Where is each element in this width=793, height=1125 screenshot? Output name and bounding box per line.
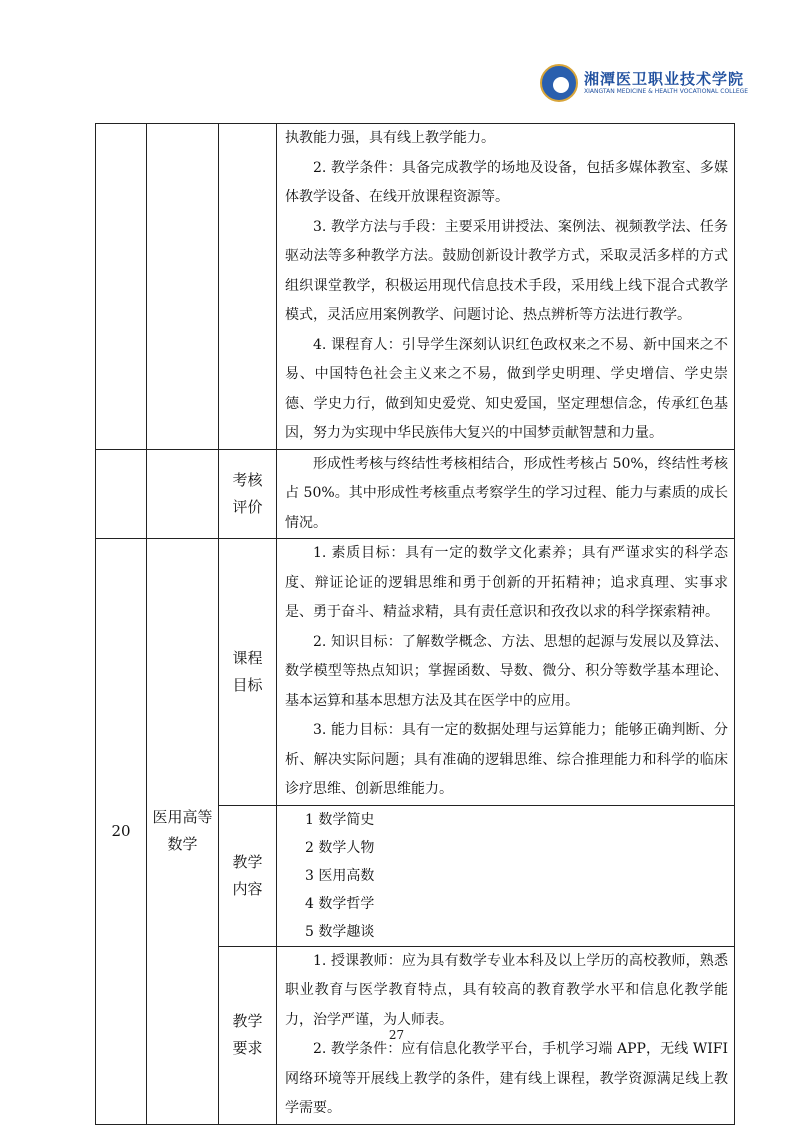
label-line: 评价 — [232, 497, 263, 516]
course-number: 20 — [96, 539, 147, 1125]
course-cell-empty — [147, 124, 219, 450]
paragraph: 执教能力强，具有线上教学能力。 — [285, 130, 495, 146]
objectives-label — [219, 539, 277, 806]
paragraph: 4. 课程育人：引导学生深刻认识红色政权来之不易、新中国来之不易、中国特色社会主义来之不易，做到学史明理、学史增信、学史崇德、学史力行，做到知史爱党、知史爱国，坚定理想信念，传承红色基因，努力为实现中华民族伟大复兴的中国梦贡献智慧和力量。 — [285, 336, 728, 441]
paragraph: 3. 能力目标：具有一定的数据处理与运算能力；能够正确判断、分析、解决实际问题；具有准确的逻辑思维、综合推理能力和科学的临床诊疗思维、创新思维能力。 — [285, 722, 728, 797]
paragraph: 1. 素质目标：具有一定的数学文化素养；具有严谨求实的科学态度、辩证论证的逻辑思维和勇于创新的开拓精神；追求真理、实事求是、勇于奋斗、精益求精，具有责任意识和孜孜以求的科学探索精神。 — [285, 545, 728, 620]
content-list-cell — [277, 805, 735, 946]
course-name-line: 医用高等 — [152, 808, 213, 827]
logo-english-name: XIANGTAN MEDICINE & HEALTH VOCATIONAL COLLEGE — [584, 88, 749, 95]
label-line: 要求 — [232, 1039, 263, 1057]
paragraph: 3. 教学方法与手段：主要采用讲授法、案例法、视频教学法、任务驱动法等多种教学方法。鼓励创新设计教学方式，采取灵活多样的方式组织课堂教学，积极运用现代信息技术手段，采用线上线下混合式教学模式，灵活应用案例教学、问题讨论、热点辨析等方法进行教学。 — [285, 218, 728, 323]
label-line: 教学 — [232, 1012, 263, 1030]
paragraph: 2. 教学条件：具备完成教学的场地及设备，包括多媒体教室、多媒体教学设备、在线开放课程资源等。 — [285, 159, 728, 205]
list-item: 3 医用高数 — [305, 867, 375, 884]
paragraph: 形成性考核与终结性考核相结合，形成性考核占 50%，终结性考核占 50%。其中形成性考核重点考察学生的学习过程、能力与素质的成长情况。 — [285, 455, 728, 531]
label-line: 课程 — [232, 648, 263, 667]
list-item: 2 数学人物 — [305, 839, 375, 856]
list-item: 5 数学趣谈 — [305, 923, 375, 940]
label-line: 教学 — [232, 852, 263, 871]
assessment-label — [219, 449, 277, 539]
content-label — [219, 805, 277, 946]
paragraph: 1. 授课教师：应为具有数学专业本科及以上学历的高校教师，熟悉职业教育与医学教育特点，具有较高的教育教学水平和信息化教学能力，治学严谨，为人师表。 — [285, 952, 728, 1028]
course-cell-empty — [147, 449, 219, 539]
course-name-line: 数学 — [167, 835, 198, 854]
assessment-text-cell — [277, 449, 735, 539]
sub-label-cell-empty — [219, 124, 277, 450]
table-row — [96, 124, 735, 450]
label-line: 目标 — [232, 675, 263, 694]
table-row — [96, 449, 735, 539]
list-item: 4 数学哲学 — [305, 895, 375, 912]
objectives-cell — [277, 539, 735, 806]
label-line: 考核 — [232, 470, 263, 489]
college-logo — [540, 64, 749, 108]
list-item: 1 数学简史 — [305, 811, 375, 828]
teaching-requirements-continued — [277, 124, 735, 450]
curriculum-table — [95, 123, 735, 1125]
label-line: 内容 — [232, 879, 263, 898]
number-cell-empty — [96, 449, 147, 539]
page-number: 27 — [388, 1028, 405, 1042]
logo-chinese-name: 湘潭医卫职业技术学院 — [584, 70, 745, 88]
table-row — [96, 539, 735, 806]
college-seal-icon — [540, 64, 578, 102]
paragraph: 2. 教学条件：应有信息化教学平台，手机学习端 APP，无线 WIFI 网络环境等开展线上教学的条件，建有线上课程，教学资源满足线上教学需要。 — [285, 1041, 728, 1116]
number-cell-empty — [96, 124, 147, 450]
paragraph: 2. 知识目标：了解数学概念、方法、思想的起源与发展以及算法、数学模型等热点知识；掌握函数、导数、微分、积分等数学基本理论、基本运算和基本思想方法及其在医学中的应用。 — [285, 633, 728, 709]
